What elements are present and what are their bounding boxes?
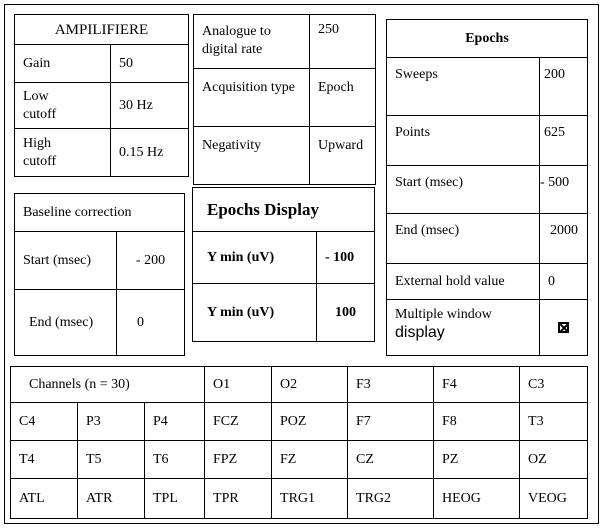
amplifier-title: AMPILIFIERE [15, 15, 189, 45]
epochs-display-title: Epochs Display [193, 188, 375, 232]
negativity-value: Upward [310, 127, 376, 185]
baseline-end-label: End (msec) [15, 290, 117, 356]
acquisition-type-label: Acquisition type [194, 69, 310, 127]
channel-cell: T5 [78, 441, 145, 479]
channel-cell: TRG1 [272, 479, 348, 519]
channels-panel [10, 366, 588, 519]
epochs-start-label: Start (msec) [387, 166, 540, 214]
low-cutoff-value: 30 Hz [111, 83, 189, 129]
ymin-label-1: Y min (uV) [193, 232, 317, 284]
channel-cell: ATL [11, 479, 78, 519]
channel-cell: PZ [434, 441, 520, 479]
channel-cell: T6 [145, 441, 205, 479]
channel-cell: TPR [205, 479, 272, 519]
channel-cell: P4 [145, 403, 205, 441]
channel-cell: FZ [272, 441, 348, 479]
checked-box-icon[interactable] [558, 322, 569, 333]
baseline-panel [14, 193, 185, 356]
gain-label: Gain [15, 45, 111, 83]
sweeps-label: Sweeps [387, 58, 540, 116]
epochs-panel [386, 19, 588, 356]
channel-cell: F8 [434, 403, 520, 441]
channel-cell: O1 [205, 367, 272, 403]
baseline-end-value: 0 [117, 290, 185, 356]
channel-cell: VEOG [520, 479, 588, 519]
channels-title: Channels (n = 30) [11, 367, 205, 403]
low-cutoff-label: Low cutoff [15, 83, 111, 129]
channel-cell: F7 [348, 403, 434, 441]
ymin-label-2: Y min (uV) [193, 284, 317, 342]
ymin-value-2: 100 [317, 284, 375, 342]
sweeps-value: 200 [540, 58, 588, 116]
amplifier-panel [14, 14, 189, 177]
channel-cell: TRG2 [348, 479, 434, 519]
channel-cell: P3 [78, 403, 145, 441]
epochs-end-value: 2000 [540, 214, 588, 264]
multiple-window-checkbox-cell[interactable] [540, 300, 588, 356]
external-hold-label: External hold value [387, 264, 540, 300]
multiple-window-label-line1: Multiple window [395, 307, 492, 322]
channel-cell: F3 [348, 367, 434, 403]
channel-cell: F4 [434, 367, 520, 403]
high-cutoff-label: High cutoff [15, 129, 111, 177]
acquisition-panel [193, 14, 376, 185]
ad-rate-label: Analogue to digital rate [194, 15, 310, 69]
ymin-value-1: - 100 [317, 232, 375, 284]
points-label: Points [387, 116, 540, 166]
external-hold-value: 0 [540, 264, 588, 300]
multiple-window-label [387, 300, 540, 356]
channel-cell: ATR [78, 479, 145, 519]
negativity-label: Negativity [194, 127, 310, 185]
channel-cell: CZ [348, 441, 434, 479]
ad-rate-value: 250 [310, 15, 376, 69]
channel-cell: O2 [272, 367, 348, 403]
channel-cell: C3 [520, 367, 588, 403]
epochs-display-panel [192, 187, 375, 342]
baseline-start-label: Start (msec) [15, 232, 117, 290]
points-value: 625 [540, 116, 588, 166]
channel-cell: TPL [145, 479, 205, 519]
channel-cell: T3 [520, 403, 588, 441]
high-cutoff-value: 0.15 Hz [111, 129, 189, 177]
acquisition-type-value: Epoch [310, 69, 376, 127]
channel-cell: FPZ [205, 441, 272, 479]
baseline-title: Baseline correction [15, 194, 185, 232]
channel-cell: FCZ [205, 403, 272, 441]
channel-cell: C4 [11, 403, 78, 441]
epochs-title: Epochs [387, 20, 588, 58]
channel-cell: T4 [11, 441, 78, 479]
epochs-end-label: End (msec) [387, 214, 540, 264]
gain-value: 50 [111, 45, 189, 83]
channel-cell: OZ [520, 441, 588, 479]
epochs-start-value: - 500 [540, 166, 588, 214]
baseline-start-value: - 200 [117, 232, 185, 290]
channel-cell: POZ [272, 403, 348, 441]
multiple-window-label-line2: display [395, 324, 445, 341]
channel-cell: HEOG [434, 479, 520, 519]
